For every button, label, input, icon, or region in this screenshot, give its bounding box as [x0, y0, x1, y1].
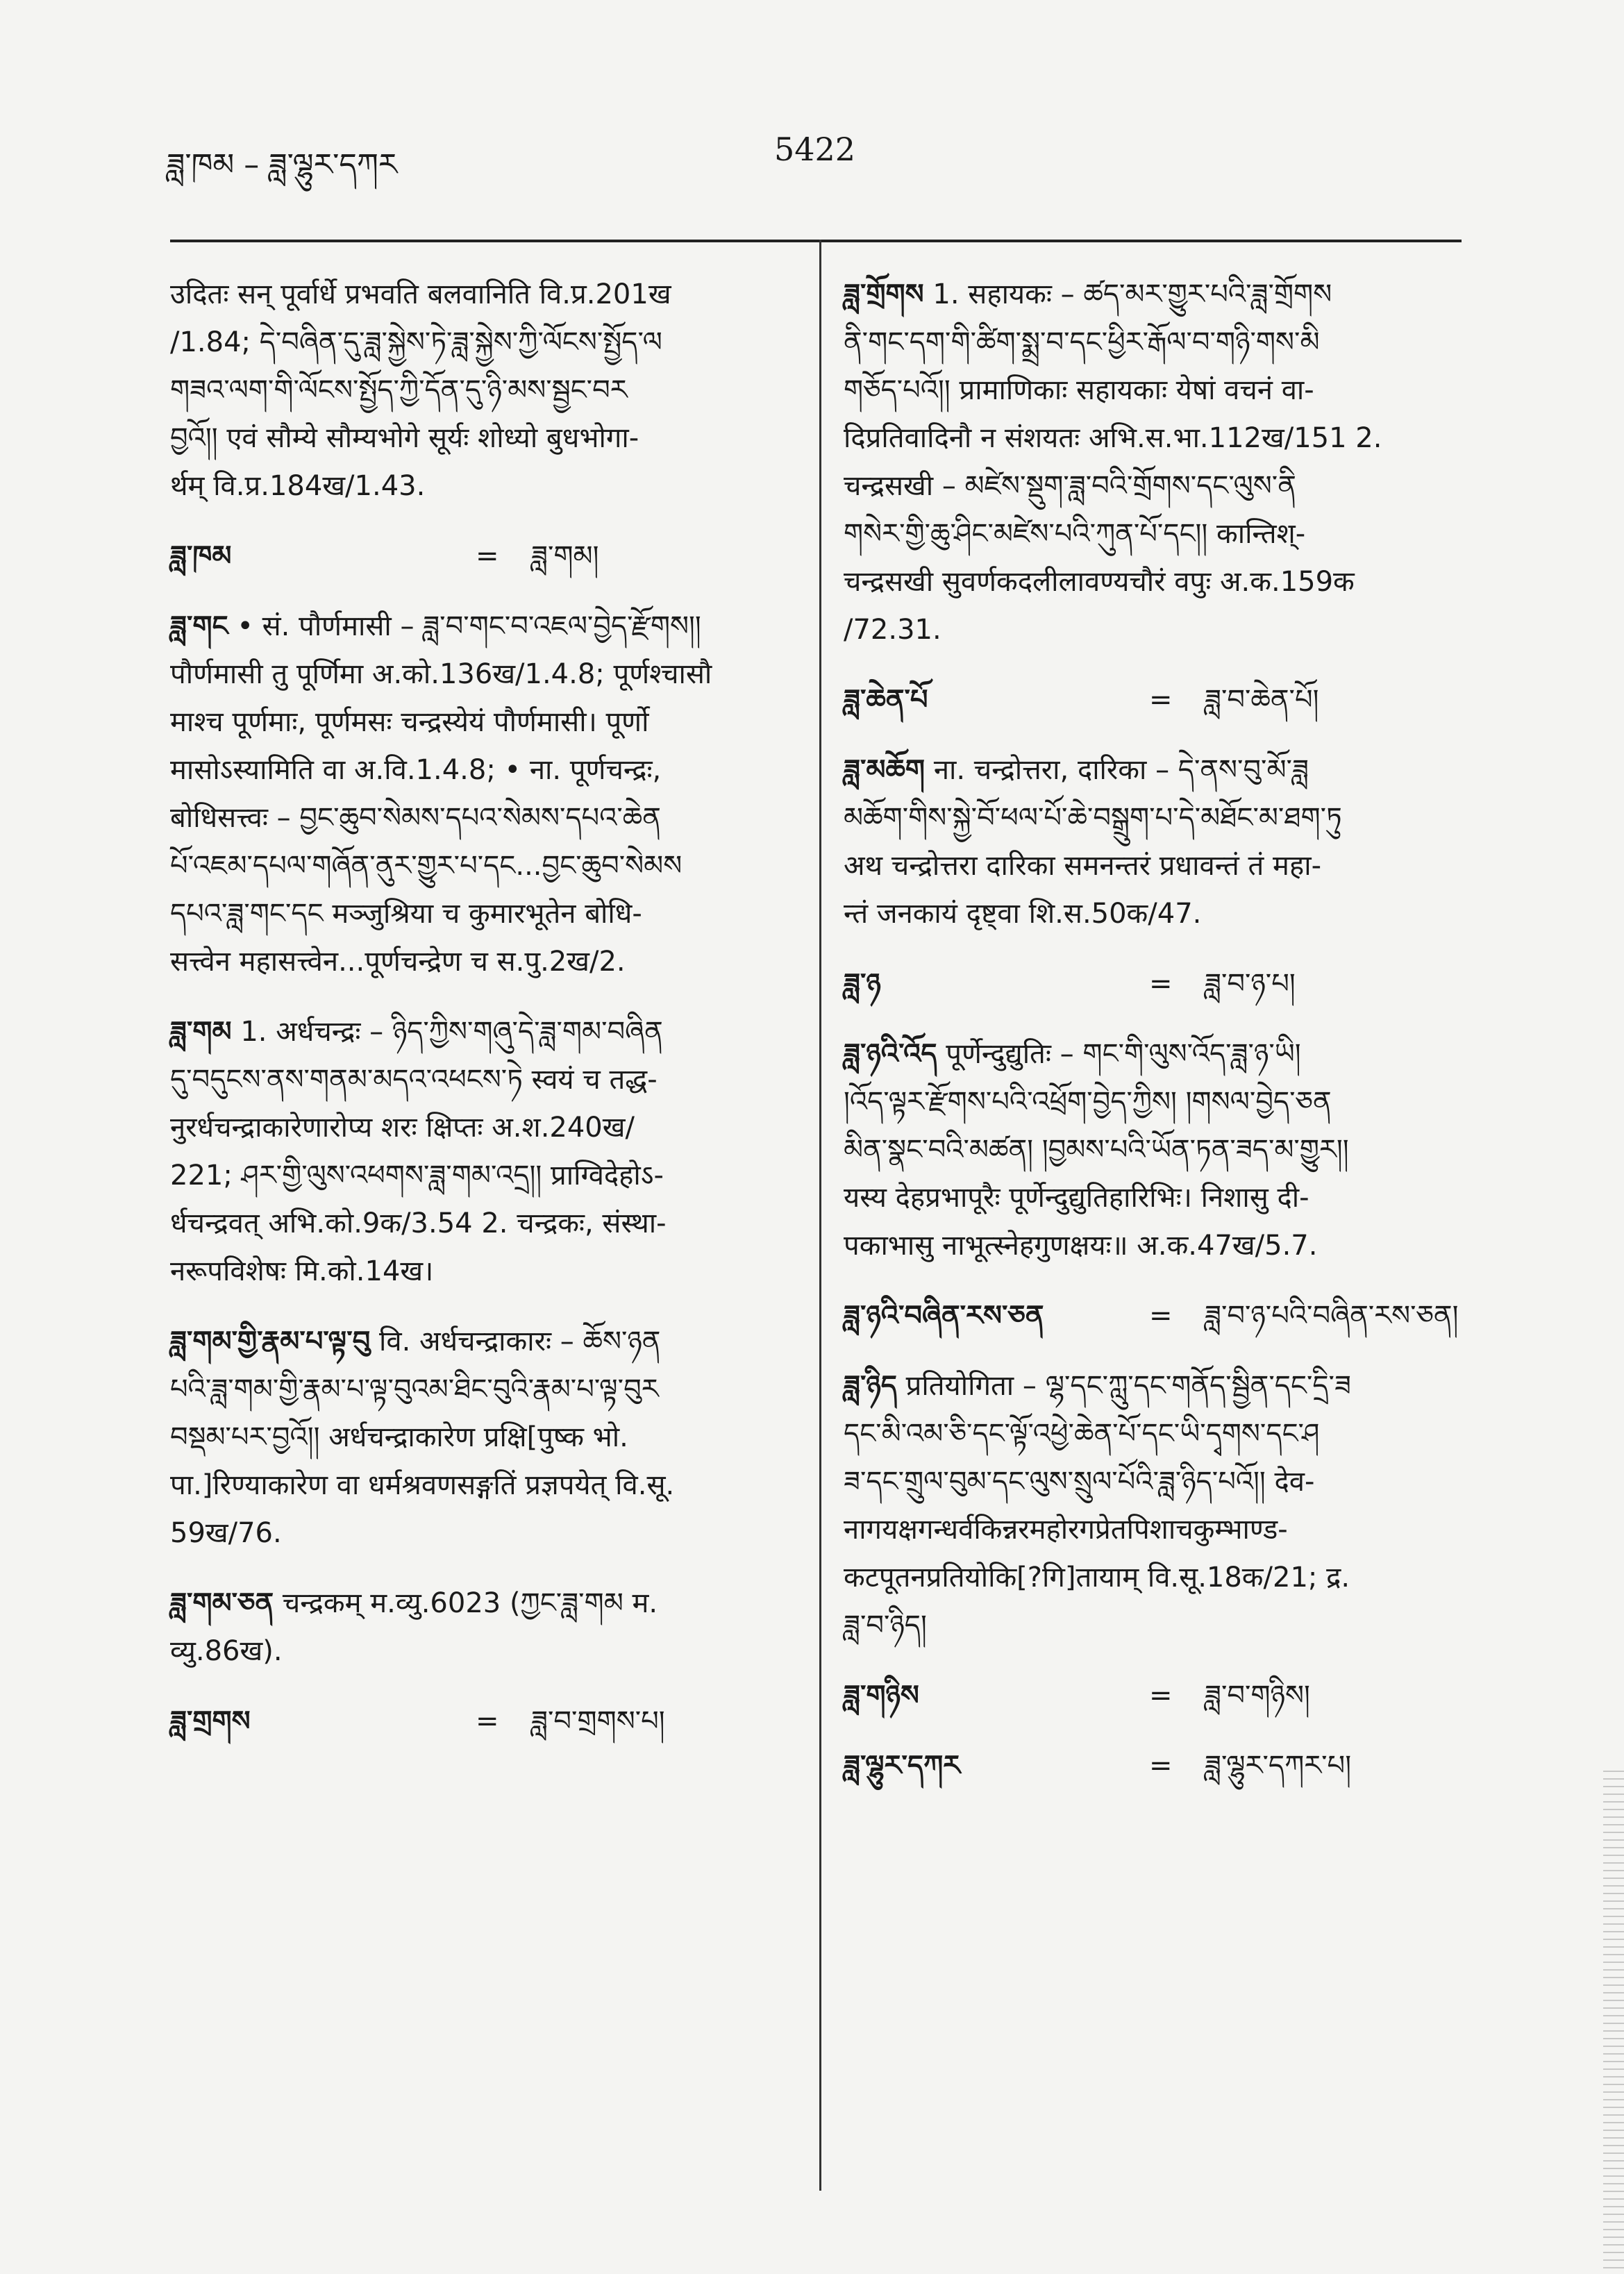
equals-sign: = [1149, 1750, 1173, 1782]
dictionary-entry [170, 603, 795, 986]
equals-sign: = [1149, 1680, 1173, 1712]
entry-line [844, 1030, 1462, 1078]
dictionary-entry [844, 1742, 1462, 1790]
entry-text: 1. अर्धचन्द्रः – ཉིད་ཀྱིས་གཞུ་དེ་ཟླ་གམ་བཞིན [240, 1016, 663, 1048]
dictionary-entry [170, 1008, 795, 1296]
scan-edge-noise [1603, 1771, 1624, 2271]
dictionary-entry [844, 1672, 1462, 1720]
entry-headword: ཟླ་ཆེན་པོ [844, 684, 928, 716]
entry-line [844, 1362, 1462, 1410]
cross-reference-target: ཟླ་བ་ཉ་པ། [1205, 968, 1296, 1000]
entry-headword: ཟླ་ཉ [844, 968, 881, 1000]
entry-text: ना. चन्द्रोत्तरा, दारिका – དེ་ནས་བུ་མོ་ཟླ [933, 754, 1309, 786]
entry-line: पकाभासु नाभूत्स्नेहगुणक्षयः॥ अ.क.47ख/5.7. [844, 1230, 1318, 1262]
dictionary-entry [170, 533, 795, 580]
entry-line: र्धचन्द्रवत् अभि.को.9क/3.54 2. चन्द्रकः, संस्था- [170, 1207, 667, 1239]
cross-reference-target: ཟླ་བ་ཉ་པའི་བཞིན་རས་ཅན། [1205, 1300, 1459, 1332]
entry-line: དཔའ་ཟླ་གང་དང मञ्जुश्रिया च कुमारभूतेन बोधि- [170, 898, 642, 930]
entry-line: नागयक्षगन्धर्वकिन्नरमहोरगप्रेतपिशाचकुम्भाण्ड- [844, 1514, 1288, 1546]
entry-line: /1.84; དེ་བཞིན་དུ་ཟླ་སྐྱེས་ཏེ་ཟླ་སྐྱེས་ཀྱི་ལོངས་སྤྱོད་ལ [170, 326, 662, 358]
entry-line [170, 1318, 795, 1366]
cross-reference-target: ཟླ་བ་གྲགས་པ། [531, 1705, 665, 1737]
entry-line: པའི་ཟླ་གམ་གྱི་རྣམ་པ་ལྟ་བུའམ་ཐིང་བུའི་རྣམ་པ་ལྟ་བུར [170, 1373, 659, 1405]
entry-text: • सं. पौर्णमासी – ཟླ་བ་གང་བ་འཇལ་བྱེད་རྫོགས།། [237, 610, 701, 642]
running-header: ཟླ་ཁམ – ཟླ་ལྷུར་དཀར [167, 147, 398, 183]
entry-line: चन्द्रसखी सुवर्णकदलीलावण्यचौरं वपुः अ.क.159क [844, 566, 1355, 598]
entry-line: མིན་སྣང་བའི་མཚན། །བྱམས་པའི་ཡོན་ཏན་ཟད་མ་གྱུར།། [844, 1134, 1349, 1166]
entry-line: चन्द्रसखी – མཛེས་སྡུག་ཟླ་བའི་གྲོགས་དང་ལུས་ནི [844, 470, 1296, 502]
cross-reference-target: ཟླ་ལྷུར་དཀར་པ། [1205, 1750, 1352, 1782]
dictionary-entry [844, 676, 1462, 724]
entry-line: གཅོད་པའོ།། प्रामाणिकाः सहायकाः येषां वचनं वा- [844, 374, 1314, 406]
entry-line: पा.]रिण्याकारेण वा धर्मश्रवणसङ्गतिं प्रज्ञपयेत् वि.सू. [170, 1469, 675, 1501]
entry-text: प्रतियोगिता – ལྷ་དང་ཀླུ་དང་གནོད་སྦྱིན་དང་དྲི་ཟ [905, 1370, 1351, 1402]
entry-line: सत्त्वेन महासत्त्वेन...पूर्णचन्द्रेण च स.पु.2ख/2. [170, 946, 626, 978]
dictionary-entry [170, 1318, 795, 1557]
entry-line: कटपूतनप्रतियोकि[?गि]तायाम् वि.सू.18क/21; द्र. [844, 1562, 1350, 1594]
entry-line [844, 746, 1462, 794]
column-divider [819, 240, 821, 2191]
entry-line [844, 271, 1462, 319]
entry-line: 221; ཤར་གྱི་ལུས་འཕགས་ཟླ་གམ་འདྲ།། प्राग्विदेहोऽ- [170, 1160, 664, 1192]
entry-line: बोधिसत्त्वः – བྱང་ཆུབ་སེམས་དཔའ་སེམས་དཔའ་ཆེན [170, 802, 661, 834]
entry-line: ཟླ་བ་ཉིད། [844, 1610, 927, 1641]
dictionary-entry [170, 271, 795, 510]
entry-text: वि. अर्धचन्द्राकारः – ཆོས་ཉན [378, 1326, 661, 1357]
entry-line [170, 1008, 795, 1056]
dictionary-entry [844, 746, 1462, 938]
entry-line: ནི་གང་དག་གི་ཚིག་སྨྲ་བ་དང་ཕྱིར་རྒོལ་བ་གཉི་གས་མི [844, 326, 1320, 358]
entry-headword: ཟླ་གང [170, 610, 228, 642]
entry-line [170, 1580, 795, 1628]
entry-line: उदितः सन् पूर्वार्धे प्रभवति बलवानिति वि.प्र.201ख [170, 278, 671, 310]
dictionary-entry [844, 271, 1462, 654]
entry-line: ཟ་དང་གྲུལ་བུམ་དང་ལུས་སྲུལ་པོའི་ཟླ་ཉིད་པའོ།། देव- [844, 1466, 1315, 1498]
dictionary-entry [170, 1698, 795, 1746]
dictionary-entry [844, 1362, 1462, 1650]
entry-headword: ཟླ་ཉའི་འོད [844, 1038, 937, 1070]
entry-line: མཆོག་གིས་སྐྱེ་བོ་ཕལ་པོ་ཆེ་བསྒྲུག་པ་དེ་མཐོང་མ་ཐག་ཏུ [844, 802, 1342, 834]
cross-reference-target: ཟླ་བ་གཉིས། [1205, 1680, 1310, 1712]
entry-text: पूर्णेन्दुद्युतिः – གང་གི་ལུས་འོད་ཟླ་ཉ་ཡི། [946, 1038, 1301, 1070]
equals-sign: = [1149, 968, 1173, 1000]
entry-line: नुरर्धचन्द्राकारेणारोप्य शरः क्षिप्तः अ.श.240ख/ [170, 1112, 635, 1144]
entry-headword: ཟླ་ཁམ [170, 540, 232, 572]
entry-line: །འོད་ལྟར་རྫོགས་པའི་འཕྲོག་བྱེད་ཀྱིས། །གསལ་བྱེད་ཅན [844, 1086, 1332, 1118]
dictionary-entry [844, 1030, 1462, 1270]
entry-headword: ཟླ་གྲགས [170, 1705, 251, 1737]
entry-line: གསེར་གྱི་ཆུ་ཤིང་མཛེས་པའི་ཀུན་པོ་དང།། कान्तिश्- [844, 518, 1306, 550]
entry-line: न्तं जनकायं दृष्ट्वा शि.स.50क/47. [844, 898, 1202, 930]
dictionary-entry [844, 960, 1462, 1008]
entry-line: यस्य देहप्रभापूरैः पूर्णेन्दुद्युतिहारिभिः। निशासु दी- [844, 1182, 1309, 1214]
left-column [170, 271, 795, 1768]
header-rule [170, 240, 1462, 242]
equals-sign: = [1149, 1300, 1173, 1332]
entry-line: དང་མི་འམ་ཅི་དང་ལྟོ་འཕྱེ་ཆེན་པོ་དང་ཡི་དྭགས་དང་ཤ [844, 1418, 1320, 1450]
entry-line: གཟའ་ལག་གི་ལོངས་སྤྱོད་ཀྱི་དོན་དུ་ཉི་མས་སྦྱང་བར [170, 374, 628, 406]
cross-reference-target: ཟླ་བ་ཆེན་པོ། [1205, 684, 1319, 716]
entry-line: व्यु.86ख). [170, 1635, 283, 1667]
entry-headword: ཟླ་ཉིད [844, 1370, 897, 1402]
entry-text: चन्द्रकम् म.व्यु.6023 (ཀྱང་ཟླ་གམ म. [282, 1587, 658, 1619]
entry-headword: ཟླ་ཉའི་བཞིན་རས་ཅན [844, 1300, 1044, 1332]
entry-line: /72.31. [844, 614, 941, 646]
entry-line: अथ चन्द्रोत्तरा दारिका समनन्तरं प्रधावन्तं तं महा- [844, 850, 1322, 882]
entry-line: नरूपविशेषः मि.को.14ख। [170, 1255, 434, 1287]
dictionary-entry [844, 1292, 1462, 1340]
entry-line [170, 603, 795, 651]
entry-headword: ཟླ་གམ་གྱི་རྣམ་པ་ལྟ་བུ [170, 1326, 371, 1357]
entry-line: मासोऽस्यामिति वा अ.वि.1.4.8; • ना. पूर्णचन्द्रः, [170, 754, 662, 786]
entry-headword: ཟླ་གམ [170, 1016, 232, 1048]
equals-sign: = [476, 1705, 499, 1737]
cross-reference-target: ཟླ་གམ། [531, 540, 599, 572]
entry-headword: ཟླ་གྲོགས [844, 278, 924, 310]
entry-line: པོ་འཇམ་དཔལ་གཞོན་ནུར་གྱུར་པ་དང...བྱང་ཆུབ་སེམས [170, 850, 683, 882]
entry-line: བསྡམ་པར་བྱའོ།། अर्धचन्द्राकारेण प्रक्षि[पुष्क भो. [170, 1421, 628, 1453]
entry-text: 1. सहायकः – ཚད་མར་གྱུར་པའི་ཟླ་གྲོགས [932, 278, 1332, 310]
entry-line: माश्च पूर्णमाः, पूर्णमसः चन्द्रस्येयं पौर्णमासी। पूर्णो [170, 706, 649, 738]
entry-headword: ཟླ་མཆོག [844, 754, 926, 786]
right-column [844, 271, 1462, 1812]
entry-line: དུ་བདུངས་ནས་གནམ་མདའ་འཕངས་ཏེ स्वयं च तद्ध- [170, 1064, 658, 1096]
entry-line: पौर्णमासी तु पूर्णिमा अ.को.136ख/1.4.8; पूर्णश्चासौ [170, 658, 712, 690]
entry-line: र्थम् वि.प्र.184ख/1.43. [170, 470, 426, 502]
entry-line: 59ख/76. [170, 1517, 282, 1549]
entry-headword: ཟླ་གཉིས [844, 1680, 919, 1712]
page-number: 5422 [774, 131, 856, 168]
equals-sign: = [1149, 684, 1173, 716]
equals-sign: = [476, 540, 499, 572]
entry-line: दिप्रतिवादिनौ न संशयतः अभि.स.भा.112ख/151 2. [844, 422, 1382, 454]
entry-line: བྱའོ།། एवं सौम्ये सौम्यभोगे सूर्यः शोध्यो बुधभोगा- [170, 422, 639, 454]
entry-headword: ཟླ་གམ་ཅན [170, 1587, 274, 1619]
entry-headword: ཟླ་ལྷུར་དཀར [844, 1750, 961, 1782]
dictionary-entry [170, 1580, 795, 1675]
